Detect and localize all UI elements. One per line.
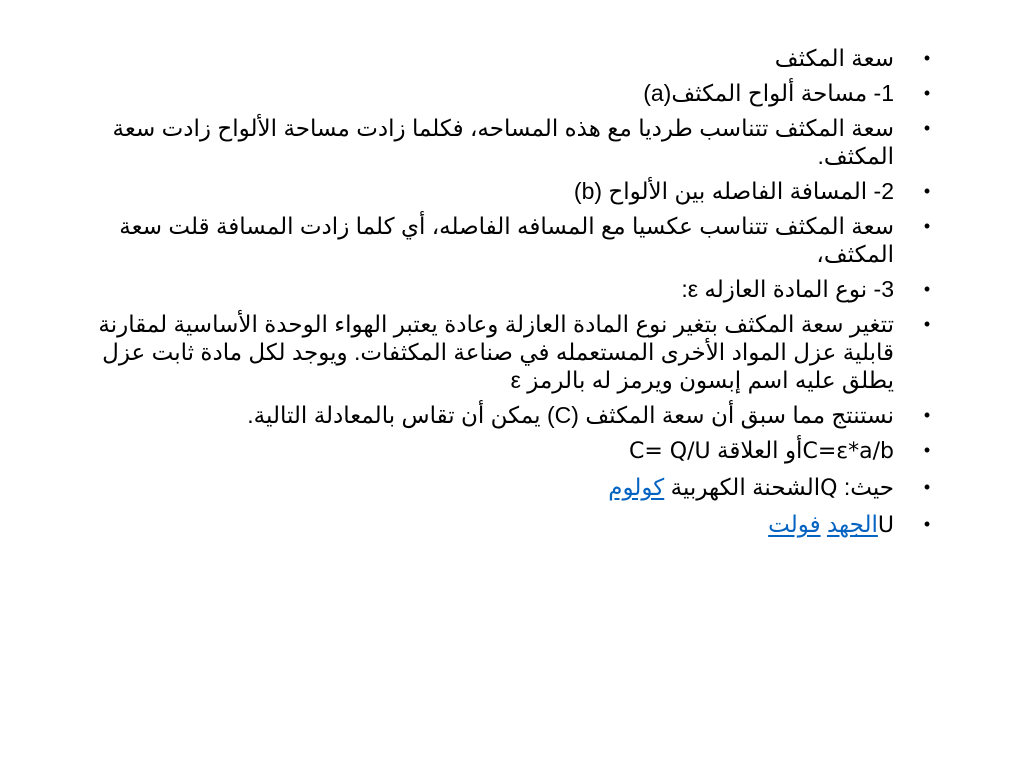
coulomb-link[interactable]: كولوم	[608, 474, 665, 500]
bullet-dot-icon: •	[923, 83, 931, 103]
bullet-dielectric-explanation	[60, 310, 940, 394]
bullet-text: 3- نوع المادة العازله ε:	[681, 276, 894, 302]
slide-content	[60, 44, 940, 547]
bullet-area-relation	[60, 114, 940, 170]
bullet-list	[60, 44, 940, 540]
bullet-capacitor-capacity	[60, 44, 940, 72]
bullet-dot-icon: •	[923, 405, 931, 425]
bullet-dot-icon: •	[923, 514, 931, 534]
bullet-text: سعة المكثف تتناسب طرديا مع هذه المساحه، فكلما زادت مساحة الألواح زادت سعة المكثف.	[112, 115, 894, 169]
formula-capacitance-geometry: C=ε*a/b	[802, 439, 894, 464]
bullet-plate-distance	[60, 177, 940, 205]
voltage-symbol: U	[877, 513, 894, 538]
bullet-dot-icon: •	[923, 477, 931, 497]
bullet-text: 1- مساحة ألواح المكثف(a)	[643, 80, 894, 106]
formula-connector: أو العلاقة	[717, 437, 803, 463]
bullet-dot-icon: •	[923, 279, 931, 299]
bullet-text: 2- المسافة الفاصله بين الألواح (b)	[573, 178, 894, 204]
bullet-dot-icon: •	[923, 440, 931, 460]
bullet-text: سعة المكثف تتناسب عكسيا مع المسافه الفاصله، أي كلما زادت المسافة قلت سعة المكثف،	[119, 213, 894, 267]
bullet-voltage-definition	[60, 510, 940, 540]
bullet-text: نستنتج مما سبق أن سعة المكثف (C) يمكن أن تقاس بالمعادلة التالية.	[247, 402, 894, 428]
voltage-link[interactable]: الجهد	[826, 511, 878, 537]
formula-capacitance-charge: C= Q/U	[629, 439, 711, 464]
bullet-plate-area	[60, 79, 940, 107]
volt-link[interactable]: فولت	[768, 511, 821, 537]
bullet-dot-icon: •	[923, 118, 931, 138]
bullet-distance-relation	[60, 212, 940, 268]
bullet-dot-icon: •	[923, 216, 931, 236]
charge-description: الشحنة الكهربية	[670, 474, 821, 500]
bullet-dot-icon: •	[923, 48, 931, 68]
bullet-formulas	[60, 436, 940, 466]
bullet-dielectric-type	[60, 275, 940, 303]
bullet-conclusion	[60, 401, 940, 429]
bullet-dot-icon: •	[923, 314, 931, 334]
charge-prefix: حيث:	[837, 474, 894, 500]
bullet-text: تتغير سعة المكثف بتغير نوع المادة العازلة وعادة يعتبر الهواء الوحدة الأساسية لمقارنة قابلية عزل المواد الأخرى المستعمله في صناعة المكثفات. ويوجد لكل مادة ثابت عزل يطلق عليه اسم إبسون ويرمز له بالرمز ε	[98, 311, 894, 393]
charge-symbol: Q	[820, 476, 838, 501]
bullet-text: سعة المكثف	[774, 45, 894, 71]
bullet-charge-definition	[60, 473, 940, 503]
bullet-dot-icon: •	[923, 181, 931, 201]
